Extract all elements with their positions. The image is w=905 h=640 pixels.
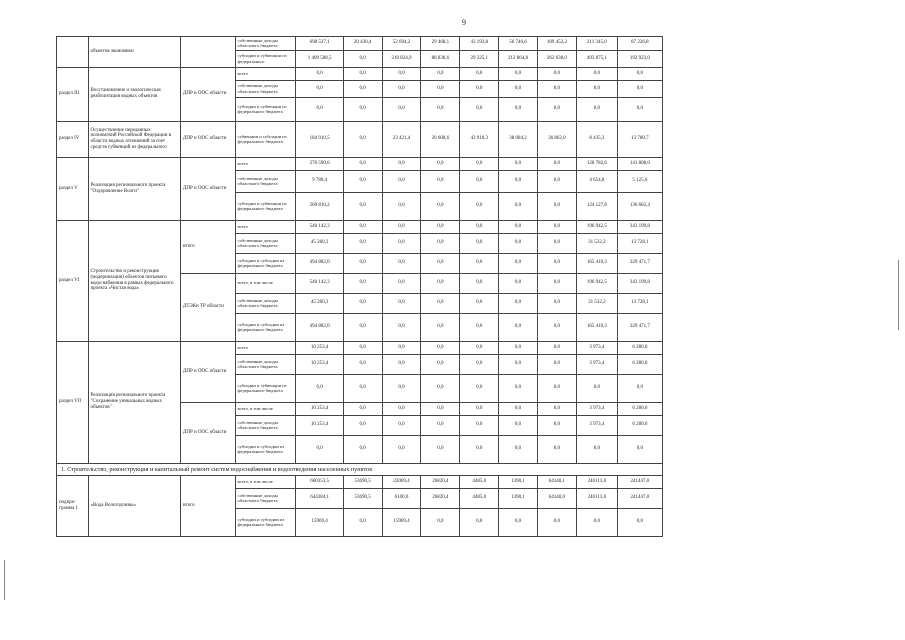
amount-cell: 270 590,6 <box>296 157 343 170</box>
amount-cell: 0,0 <box>343 508 382 536</box>
amount-cell: 0,0 <box>421 508 460 536</box>
amount-cell: 0,0 <box>537 233 576 253</box>
amount-cell: 38 084,2 <box>499 121 538 157</box>
amount-cell: 0,0 <box>421 313 460 341</box>
amount-cell: 0,0 <box>499 157 538 170</box>
amount-cell: 0,0 <box>617 80 662 97</box>
amount-cell: 0,0 <box>343 402 382 415</box>
amount-cell: 493 875,1 <box>576 50 617 67</box>
amount-cell: 1390,1 <box>499 475 538 488</box>
amount-cell: 241447,0 <box>617 475 662 488</box>
funding-source-cell: собственные доходы областного бюджета <box>235 170 296 192</box>
amount-cell: 5 125,6 <box>617 170 662 192</box>
amount-cell: 0,0 <box>499 253 538 273</box>
amount-cell: 31 532,2 <box>576 293 617 313</box>
amount-cell: 0,0 <box>343 293 382 313</box>
section-title-cell: Реализация регионального проекта "Оздоровление Волги" <box>88 157 180 220</box>
amount-cell: 0,0 <box>421 354 460 374</box>
amount-cell: 0,0 <box>343 233 382 253</box>
amount-cell: 10 253,4 <box>296 354 343 374</box>
amount-cell: 0,0 <box>537 253 576 273</box>
amount-cell: 0,0 <box>343 220 382 233</box>
amount-cell: 3 973,4 <box>576 341 617 354</box>
amount-cell: 0,0 <box>537 220 576 233</box>
funding-source-cell: собственные доходы областного бюджета <box>235 80 296 97</box>
amount-cell: 0,0 <box>421 220 460 233</box>
amount-cell: 0,0 <box>343 253 382 273</box>
amount-cell: 128 782,6 <box>576 157 617 170</box>
amount-cell: 246113,0 <box>576 475 617 488</box>
amount-cell: 0,0 <box>343 192 382 220</box>
section-title-cell: Осуществление переданных полномочий Российской Федерации в области водных отношений за счет средств субвенций из федерального <box>88 121 180 157</box>
section-title-cell: Реализация регионального проекта "Сохранение уникальных водных объектов" <box>88 341 180 463</box>
amount-cell: 53690,5 <box>343 488 382 508</box>
amount-cell: 0,0 <box>460 67 499 80</box>
amount-cell: 0,0 <box>499 170 538 192</box>
executor-cell: итого <box>180 220 235 273</box>
amount-cell: 0,0 <box>460 192 499 220</box>
amount-cell: 87 226,8 <box>617 37 662 51</box>
amount-cell: 0,0 <box>537 67 576 80</box>
amount-cell: 0,0 <box>343 273 382 293</box>
amount-cell: 0,0 <box>537 341 576 354</box>
amount-cell: 343 199,8 <box>617 220 662 233</box>
amount-cell: 540 142,3 <box>296 220 343 233</box>
amount-cell: 0,0 <box>460 415 499 435</box>
amount-cell: 0,0 <box>537 157 576 170</box>
amount-cell: 8 435,3 <box>576 121 617 157</box>
amount-cell: 1 409 508,5 <box>296 50 343 67</box>
amount-cell: 6 280,0 <box>617 341 662 354</box>
amount-cell: 0,0 <box>537 435 576 463</box>
table-row <box>57 121 663 157</box>
amount-cell: 0,0 <box>421 293 460 313</box>
amount-cell: 0,0 <box>460 435 499 463</box>
amount-cell: 10 253,4 <box>296 341 343 354</box>
amount-cell: 4 654,8 <box>576 170 617 192</box>
amount-cell: 211 345,0 <box>576 37 617 51</box>
amount-cell: 0,0 <box>576 97 617 121</box>
table-row <box>57 341 663 354</box>
amount-cell: 0,0 <box>421 192 460 220</box>
section-title-cell: «Вода Вологодчины» <box>88 475 180 536</box>
amount-cell: 0,0 <box>382 273 421 293</box>
amount-cell: 0,0 <box>460 273 499 293</box>
amount-cell: 20 608,6 <box>421 121 460 157</box>
amount-cell: 0,0 <box>296 435 343 463</box>
funding-source-cell: собственные доходы областного бюджета <box>235 354 296 374</box>
amount-cell: 0,0 <box>499 220 538 233</box>
amount-cell: 0,0 <box>617 435 662 463</box>
amount-cell: 0,0 <box>537 80 576 97</box>
amount-cell: 45 260,3 <box>296 233 343 253</box>
table-row <box>57 37 663 51</box>
amount-cell: 0,0 <box>460 341 499 354</box>
amount-cell: 0,0 <box>343 157 382 170</box>
amount-cell: 0,0 <box>382 402 421 415</box>
funding-source-cell: всего <box>235 67 296 80</box>
section-number-cell: раздел V <box>57 157 89 220</box>
amount-cell: 165 410,3 <box>576 313 617 341</box>
amount-cell: 1390,1 <box>499 488 538 508</box>
amount-cell: 6 280,0 <box>617 354 662 374</box>
amount-cell: 262 638,0 <box>537 50 576 67</box>
scan-edge-mark <box>4 560 5 600</box>
funding-source-cell: субсидии и субвенции из федерального бюджета <box>235 192 296 220</box>
section-title-cell: объектов экономики <box>88 37 180 68</box>
amount-cell: 0,0 <box>576 435 617 463</box>
amount-cell: 4485,0 <box>460 475 499 488</box>
amount-cell: 196 942,5 <box>576 220 617 233</box>
amount-cell: 6 280,0 <box>617 402 662 415</box>
executor-cell: ДТЭКи ТР области <box>180 273 235 341</box>
amount-cell: 540 142,3 <box>296 273 343 293</box>
amount-cell: 13 728,1 <box>617 293 662 313</box>
executor-cell: ДПР и ООС области <box>180 157 235 220</box>
amount-cell: 0,0 <box>421 67 460 80</box>
funding-source-cell: субсидии и субсидии из федерального бюджета <box>235 508 296 536</box>
amount-cell: 0,0 <box>343 415 382 435</box>
amount-cell: 0,0 <box>421 80 460 97</box>
amount-cell: 0,0 <box>382 67 421 80</box>
amount-cell: 0,0 <box>537 313 576 341</box>
section-number-cell: раздел IV <box>57 121 89 157</box>
amount-cell: 0,0 <box>537 192 576 220</box>
amount-cell: 0,0 <box>537 415 576 435</box>
amount-cell: 0,0 <box>460 233 499 253</box>
amount-cell: 13 780,7 <box>617 121 662 157</box>
amount-cell: 56 746,6 <box>499 37 538 51</box>
amount-cell: 0,0 <box>499 354 538 374</box>
amount-cell: 22069,4 <box>382 475 421 488</box>
amount-cell: 0,0 <box>421 170 460 192</box>
funding-source-cell: субсидии и субвенции из федерального бюджета <box>235 97 296 121</box>
amount-cell: 0,0 <box>421 415 460 435</box>
executor-cell: ДПР и ООС области <box>180 121 235 157</box>
amount-cell: 0,0 <box>343 80 382 97</box>
funding-source-cell: всего, в том числе <box>235 475 296 488</box>
amount-cell: 10 253,4 <box>296 402 343 415</box>
amount-cell: 3 973,4 <box>576 402 617 415</box>
funding-source-cell: собственные доходы областного бюджета <box>235 37 296 51</box>
amount-cell: 0,0 <box>296 374 343 402</box>
funding-source-cell: собственные доходы областного бюджета <box>235 293 296 313</box>
funding-source-cell: всего, в том числе <box>235 402 296 415</box>
executor-cell <box>180 37 235 68</box>
amount-cell: 88 838,6 <box>421 50 460 67</box>
amount-cell: 0,0 <box>499 273 538 293</box>
amount-cell: 36 862,0 <box>537 121 576 157</box>
page-number: 9 <box>462 18 466 27</box>
amount-cell: 0,0 <box>382 374 421 402</box>
section-number-cell: раздел III <box>57 67 89 121</box>
amount-cell: 0,0 <box>382 220 421 233</box>
amount-cell: 0,0 <box>421 341 460 354</box>
amount-cell: 165 410,3 <box>576 253 617 273</box>
amount-cell: 109 452,2 <box>537 37 576 51</box>
funding-source-cell: субсидии и субвенции из федерального <box>235 50 296 67</box>
amount-cell: 0,0 <box>537 97 576 121</box>
amount-cell: 0,0 <box>460 354 499 374</box>
amount-cell: 0,0 <box>499 402 538 415</box>
section-number-cell: раздел VII <box>57 341 89 463</box>
amount-cell: 0,0 <box>343 121 382 157</box>
amount-cell: 0,0 <box>460 170 499 192</box>
amount-cell: 0,0 <box>382 192 421 220</box>
amount-cell: 0,0 <box>382 253 421 273</box>
amount-cell: 3 973,4 <box>576 354 617 374</box>
amount-cell: 0,0 <box>382 415 421 435</box>
amount-cell: 644384,1 <box>296 488 343 508</box>
amount-cell: 0,0 <box>382 80 421 97</box>
amount-cell: 343 199,8 <box>617 273 662 293</box>
table-row <box>57 157 663 170</box>
amount-cell: 0,0 <box>460 157 499 170</box>
amount-cell: 0,0 <box>499 435 538 463</box>
amount-cell: 0,0 <box>460 313 499 341</box>
amount-cell: 0,0 <box>537 293 576 313</box>
amount-cell: 260 810,2 <box>296 192 343 220</box>
scan-edge-mark <box>898 260 899 330</box>
amount-cell: 212 864,8 <box>499 50 538 67</box>
amount-cell: 0,0 <box>296 80 343 97</box>
amount-cell: 0,0 <box>343 374 382 402</box>
amount-cell: 20 430,4 <box>343 37 382 51</box>
funding-source-cell: субвенции и субсидии из федерального бюджета <box>235 121 296 157</box>
amount-cell: 0,0 <box>499 97 538 121</box>
amount-cell: 0,0 <box>460 97 499 121</box>
amount-cell: 0,0 <box>343 354 382 374</box>
section-title-cell: Строительство и реконструкция (модернизация) объектов питьевого водоснабжения в рамках федерального проекта «Чистая вода» <box>88 220 180 341</box>
amount-cell: 494 882,0 <box>296 313 343 341</box>
amount-cell: 124 127,8 <box>576 192 617 220</box>
amount-cell: 0,0 <box>421 253 460 273</box>
amount-cell: 0,0 <box>617 508 662 536</box>
budget-table <box>56 36 663 537</box>
amount-cell: 26820,4 <box>421 488 460 508</box>
funding-source-cell: субсидии и субсидии из федерального бюджета <box>235 435 296 463</box>
amount-cell: 64340,1 <box>537 475 576 488</box>
section-number-cell <box>57 37 89 68</box>
amount-cell: 23 421,4 <box>382 121 421 157</box>
amount-cell: 0,0 <box>421 374 460 402</box>
executor-cell: итого <box>180 475 235 536</box>
amount-cell: 0,0 <box>499 233 538 253</box>
amount-cell: 0,0 <box>499 293 538 313</box>
amount-cell: 0,0 <box>537 402 576 415</box>
amount-cell: 0,0 <box>460 293 499 313</box>
amount-cell: 6100,0 <box>382 488 421 508</box>
amount-cell: 0,0 <box>460 402 499 415</box>
amount-cell: 0,0 <box>499 341 538 354</box>
amount-cell: 0,0 <box>343 341 382 354</box>
amount-cell: 26820,4 <box>421 475 460 488</box>
amount-cell: 3 973,4 <box>576 415 617 435</box>
amount-cell: 0,0 <box>343 97 382 121</box>
amount-cell: 141 808,0 <box>617 157 662 170</box>
amount-cell: 0,0 <box>382 313 421 341</box>
amount-cell: 0,0 <box>499 67 538 80</box>
amount-cell: 4485,0 <box>460 488 499 508</box>
funding-source-cell: всего, в том числе <box>235 273 296 293</box>
amount-cell: 0,0 <box>421 273 460 293</box>
amount-cell: 0,0 <box>421 97 460 121</box>
amount-cell: 0,0 <box>382 341 421 354</box>
amount-cell: 0,0 <box>460 253 499 273</box>
amount-cell: 43 918,3 <box>460 121 499 157</box>
amount-cell: 45 260,3 <box>296 293 343 313</box>
amount-cell: 0,0 <box>576 374 617 402</box>
amount-cell: 0,0 <box>499 313 538 341</box>
amount-cell: 241447,0 <box>617 488 662 508</box>
amount-cell: 698 537,1 <box>296 37 343 51</box>
amount-cell: 196 942,5 <box>576 273 617 293</box>
amount-cell: 6 280,0 <box>617 415 662 435</box>
amount-cell: 0,0 <box>421 435 460 463</box>
amount-cell: 10 253,4 <box>296 415 343 435</box>
amount-cell: 0,0 <box>537 354 576 374</box>
amount-cell: 0,0 <box>382 157 421 170</box>
amount-cell: 0,0 <box>499 192 538 220</box>
table-row <box>57 475 663 488</box>
amount-cell: 0,0 <box>460 374 499 402</box>
amount-cell: 0,0 <box>382 293 421 313</box>
amount-cell: 0,0 <box>617 97 662 121</box>
funding-source-cell: субсидии и субсидии из федерального бюджета <box>235 253 296 273</box>
amount-cell: 184 910,5 <box>296 121 343 157</box>
amount-cell: 31 532,2 <box>576 233 617 253</box>
amount-cell: 0,0 <box>537 374 576 402</box>
amount-cell: 15969,4 <box>382 508 421 536</box>
amount-cell: 0,0 <box>460 508 499 536</box>
amount-cell: 0,0 <box>343 170 382 192</box>
amount-cell: 0,0 <box>421 157 460 170</box>
table-row <box>57 67 663 80</box>
amount-cell: 64340,0 <box>537 488 576 508</box>
funding-source-cell: всего <box>235 157 296 170</box>
table-row <box>57 463 663 475</box>
funding-source-cell: собственные доходы областного бюджета <box>235 415 296 435</box>
amount-cell: 0,0 <box>460 80 499 97</box>
amount-cell: 13 728,1 <box>617 233 662 253</box>
amount-cell: 52 694,2 <box>382 37 421 51</box>
amount-cell: 0,0 <box>499 374 538 402</box>
amount-cell: 494 882,0 <box>296 253 343 273</box>
amount-cell: 0,0 <box>537 170 576 192</box>
amount-cell: 0,0 <box>499 415 538 435</box>
amount-cell: 0,0 <box>499 508 538 536</box>
section-title-cell: Восстановление и экологическая реабилитация водных объектов <box>88 67 180 121</box>
amount-cell: 53690,5 <box>343 475 382 488</box>
amount-cell: 192 923,0 <box>617 50 662 67</box>
amount-cell: 0,0 <box>576 80 617 97</box>
amount-cell: 0,0 <box>537 273 576 293</box>
amount-cell: 660353,5 <box>296 475 343 488</box>
section-number-cell: раздел VI <box>57 220 89 341</box>
amount-cell: 0,0 <box>421 402 460 415</box>
amount-cell: 246113,0 <box>576 488 617 508</box>
section-number-cell: подпро-грамма 1 <box>57 475 89 536</box>
amount-cell: 329 471,7 <box>617 253 662 273</box>
amount-cell: 29 325,1 <box>460 50 499 67</box>
amount-cell: 15969,4 <box>296 508 343 536</box>
amount-cell: 0,0 <box>537 508 576 536</box>
funding-source-cell: собственные доходы областного бюджета <box>235 233 296 253</box>
amount-cell: 0,0 <box>382 233 421 253</box>
funding-source-cell: собственные доходы областного бюджета <box>235 488 296 508</box>
amount-cell: 210 824,9 <box>382 50 421 67</box>
amount-cell: 43 193,8 <box>460 37 499 51</box>
executor-cell: ДПР и ООС области <box>180 402 235 463</box>
amount-cell: 0,0 <box>296 97 343 121</box>
amount-cell: 0,0 <box>617 374 662 402</box>
funding-source-cell: всего <box>235 220 296 233</box>
amount-cell: 0,0 <box>343 435 382 463</box>
table-row <box>57 220 663 233</box>
amount-cell: 0,0 <box>499 80 538 97</box>
amount-cell: 0,0 <box>296 67 343 80</box>
amount-cell: 0,0 <box>421 233 460 253</box>
amount-cell: 0,0 <box>343 50 382 67</box>
amount-cell: 29 468,1 <box>421 37 460 51</box>
executor-cell: ДПР и ООС области <box>180 67 235 121</box>
funding-source-cell: всего <box>235 341 296 354</box>
amount-cell: 136 682,4 <box>617 192 662 220</box>
amount-cell: 0,0 <box>382 354 421 374</box>
subprogram-heading: 1. Строительство, реконструкция и капитальный ремонт систем водоснабжения и водоотведения населенных пунктов <box>57 463 663 475</box>
amount-cell: 0,0 <box>576 508 617 536</box>
funding-source-cell: субсидии и субвенции из федерального бюджета <box>235 374 296 402</box>
amount-cell: 0,0 <box>343 313 382 341</box>
amount-cell: 0,0 <box>576 67 617 80</box>
amount-cell: 0,0 <box>343 67 382 80</box>
funding-source-cell: субсидии и субсидии из федерального бюджета <box>235 313 296 341</box>
amount-cell: 0,0 <box>460 220 499 233</box>
amount-cell: 0,0 <box>382 435 421 463</box>
amount-cell: 9 780,4 <box>296 170 343 192</box>
amount-cell: 0,0 <box>382 97 421 121</box>
amount-cell: 0,0 <box>382 170 421 192</box>
amount-cell: 0,0 <box>617 67 662 80</box>
executor-cell: ДПР и ООС области <box>180 341 235 402</box>
amount-cell: 329 471,7 <box>617 313 662 341</box>
